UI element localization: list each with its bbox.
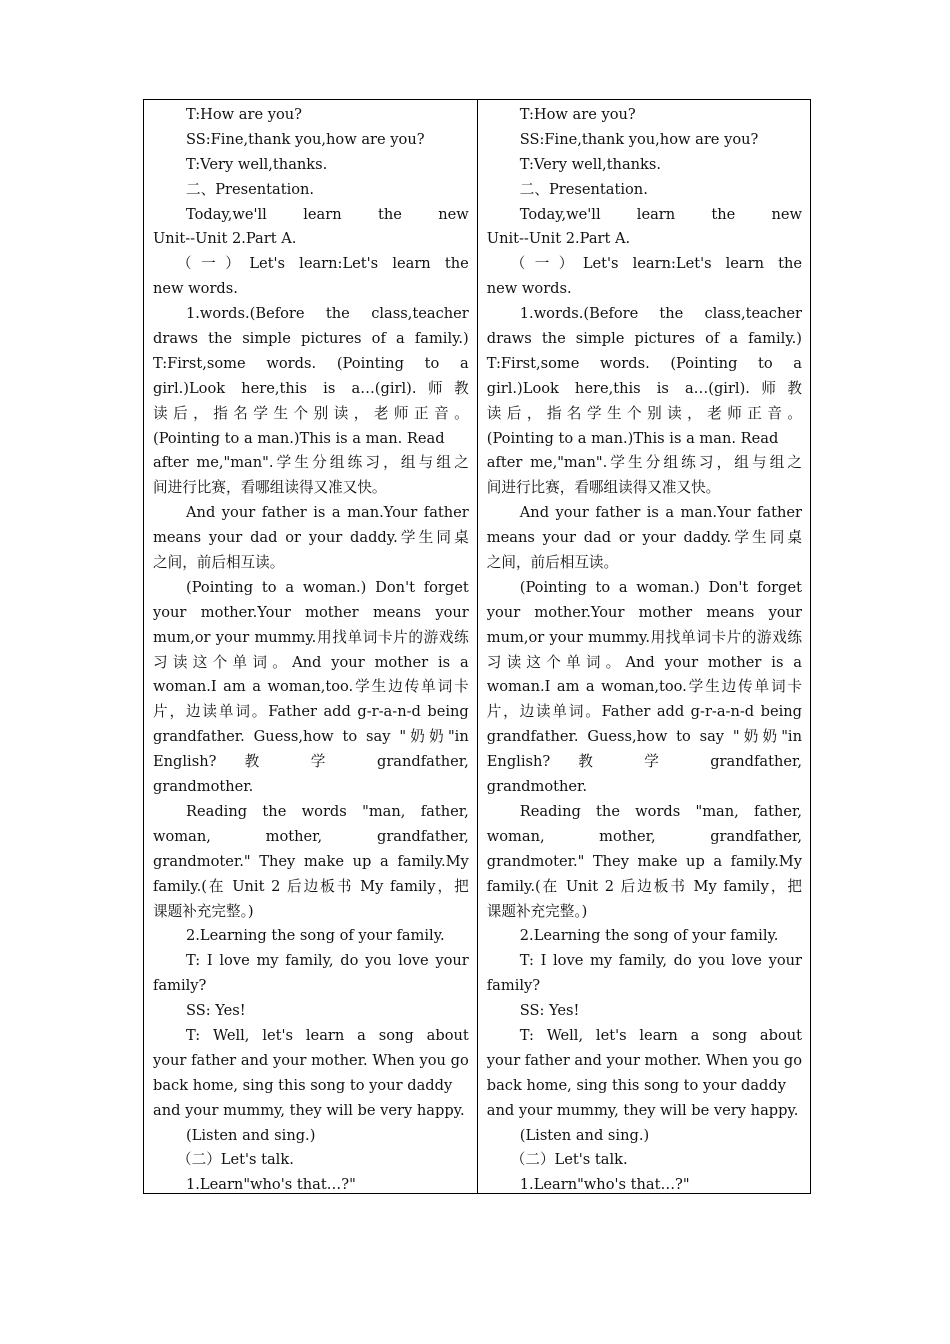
text-line: grandmother. — [153, 778, 254, 796]
text-line: girl.)Look here,this is a…(girl).师教 — [153, 379, 469, 397]
text-line: woman, mother, grandfather, — [153, 827, 469, 845]
text-line: (Pointing to a woman.) Don't forget — [519, 578, 802, 596]
text-line: English? 教 学 grandfather, — [153, 753, 469, 771]
text-line: grandmoter." They make up a family.My — [153, 852, 469, 870]
text-line: mum,or your mummy.用找单词卡片的游戏练 — [486, 628, 802, 646]
text-line: English? 教 学 grandfather, — [486, 753, 802, 771]
text-line: （一）Let's learn:Let's learn the — [510, 255, 802, 273]
text-line: And your father is a man.Your father — [186, 504, 469, 522]
text-line: your father and your mother. When you go — [486, 1051, 802, 1069]
text-line: 1.words.(Before the class,teacher — [519, 305, 802, 323]
text-line: 2.Learning the song of your family. — [519, 927, 779, 945]
text-line: T:How are you? — [519, 106, 636, 123]
text-line: 1.Learn"who's that…?" — [519, 1176, 690, 1194]
text-line: grandfather. Guess,how to say "奶奶"in — [486, 728, 802, 746]
text-line: T:How are you? — [186, 106, 302, 123]
text-line: Reading the words "man, father, — [186, 802, 469, 820]
text-line: 间进行比赛，看哪组读得又准又快。 — [153, 479, 387, 497]
text-line: Today,we'll learn the new — [186, 205, 469, 223]
text-line: （一）Let's learn:Let's learn the — [177, 255, 469, 273]
text-line: T: Well, let's learn a song about — [519, 1026, 802, 1044]
text-line: back home, sing this song to your daddy — [486, 1076, 786, 1094]
text-line: T: Well, let's learn a song about — [186, 1026, 469, 1044]
text-line: （二）Let's talk. — [177, 1151, 294, 1169]
right-column — [477, 100, 810, 1193]
text-line: after me,"man".学生分组练习，组与组之 — [486, 454, 802, 472]
text-line: （二）Let's talk. — [510, 1151, 628, 1169]
text-line: T:First,some words. (Pointing to a — [486, 354, 802, 372]
text-line: SS:Fine,thank you,how are you? — [186, 130, 425, 148]
text-line: girl.)Look here,this is a…(girl).师教 — [486, 379, 802, 397]
text-line: draws the simple pictures of a family.) — [153, 330, 469, 348]
text-line: 之间，前后相互读。 — [153, 554, 285, 572]
text-line: T:Very well,thanks. — [186, 155, 328, 173]
text-line: grandfather. Guess,how to say "奶奶"in — [153, 728, 469, 746]
text-line: T: I love my family, do you love your — [519, 952, 802, 970]
text-line: Unit--Unit 2.Part A. — [486, 230, 631, 248]
text-line: 习读这个单词。And your mother is a — [486, 653, 802, 671]
text-line: 二、Presentation. — [519, 180, 648, 198]
text-line: your mother.Your mother means your — [153, 603, 469, 621]
text-line: means your dad or your daddy.学生同桌 — [153, 529, 469, 547]
text-line: and your mummy, they will be very happy. — [486, 1101, 799, 1119]
text-line: 课题补充完整。) — [153, 902, 254, 920]
text-line: woman.I am a woman,too.学生边传单词卡 — [486, 678, 802, 696]
text-line: draws the simple pictures of a family.) — [486, 330, 802, 348]
text-line: 习读这个单词。And your mother is a — [153, 653, 469, 671]
text-line: family? — [486, 977, 541, 995]
text-line: 2.Learning the song of your family. — [186, 927, 445, 945]
text-line: Today,we'll learn the new — [519, 205, 802, 223]
text-line: woman, mother, grandfather, — [486, 827, 802, 845]
text-line: Reading the words "man, father, — [519, 802, 802, 820]
text-line: 读后，指名学生个别读，老师正音。 — [153, 404, 469, 422]
text-line: family? — [153, 977, 207, 995]
text-line: mum,or your mummy.用找单词卡片的游戏练 — [153, 628, 469, 646]
text-line: back home, sing this song to your daddy — [153, 1076, 453, 1094]
text-line: SS: Yes! — [519, 1002, 580, 1020]
text-line: Unit--Unit 2.Part A. — [153, 230, 297, 248]
lesson-table — [143, 99, 811, 1194]
text-line: (Listen and sing.) — [186, 1126, 316, 1144]
text-line: woman.I am a woman,too.学生边传单词卡 — [153, 678, 469, 696]
text-line: family.(在 Unit 2 后边板书 My family，把 — [153, 877, 469, 895]
text-line: after me,"man".学生分组练习，组与组之 — [153, 454, 469, 472]
text-line: grandmoter." They make up a family.My — [486, 852, 802, 870]
text-line: 二、Presentation. — [186, 180, 315, 198]
text-line: 片，边读单词。Father add g-r-a-n-d being — [486, 703, 802, 721]
text-line: (Pointing to a man.)This is a man. Read — [153, 429, 445, 447]
text-line: new words. — [486, 280, 572, 298]
text-line: SS:Fine,thank you,how are you? — [519, 130, 759, 148]
text-line: and your mummy, they will be very happy. — [153, 1101, 465, 1119]
text-line: 片，边读单词。Father add g-r-a-n-d being — [153, 703, 469, 721]
text-line: grandmother. — [486, 778, 588, 796]
text-line: SS: Yes! — [186, 1002, 246, 1020]
text-line: 读后，指名学生个别读，老师正音。 — [486, 404, 802, 422]
text-line: 之间，前后相互读。 — [486, 554, 619, 572]
text-line: 课题补充完整。) — [486, 902, 588, 920]
text-line: 间进行比赛，看哪组读得又准又快。 — [486, 479, 721, 497]
text-line: means your dad or your daddy.学生同桌 — [486, 529, 802, 547]
text-line: T: I love my family, do you love your — [186, 952, 469, 970]
text-line: And your father is a man.Your father — [519, 504, 802, 522]
text-line: your father and your mother. When you go — [153, 1051, 469, 1069]
text-line: (Pointing to a woman.) Don't forget — [186, 578, 469, 596]
text-line: your mother.Your mother means your — [486, 603, 802, 621]
text-line: T:First,some words. (Pointing to a — [153, 354, 469, 372]
text-line: 1.Learn"who's that…?" — [186, 1176, 356, 1194]
left-column — [144, 100, 477, 1193]
text-line: (Pointing to a man.)This is a man. Read — [486, 429, 779, 447]
text-line: T:Very well,thanks. — [519, 155, 662, 173]
text-line: new words. — [153, 280, 238, 298]
text-line: (Listen and sing.) — [519, 1126, 650, 1144]
text-line: 1.words.(Before the class,teacher — [186, 305, 469, 323]
text-line: family.(在 Unit 2 后边板书 My family，把 — [486, 877, 802, 895]
